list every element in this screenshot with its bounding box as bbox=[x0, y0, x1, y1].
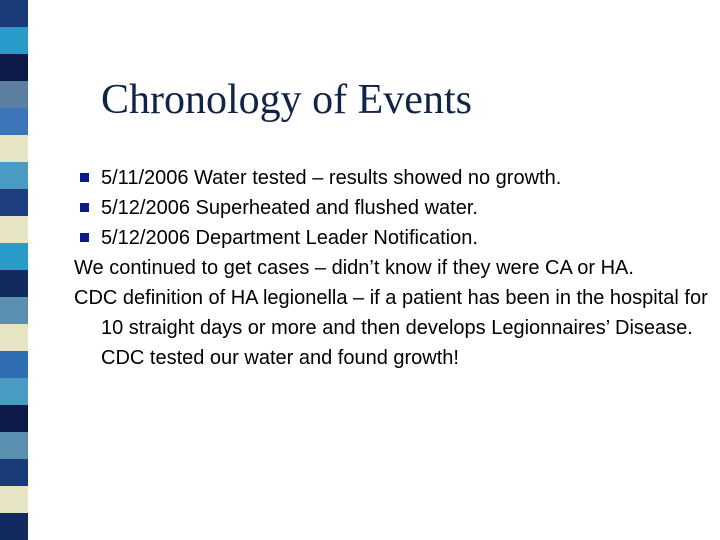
decorative-side-stripe bbox=[0, 0, 28, 540]
bullet-item bbox=[101, 223, 701, 253]
square-bullet-icon bbox=[80, 203, 89, 212]
bullet-text: 5/11/2006 Water tested – results showed no growth. bbox=[101, 167, 562, 189]
page-title: Chronology of Events bbox=[101, 77, 472, 123]
bullet-item bbox=[101, 193, 701, 223]
bullet-text: 5/12/2006 Department Leader Notification. bbox=[101, 227, 478, 249]
bullet-text: 5/12/2006 Superheated and flushed water. bbox=[101, 197, 478, 219]
bullet-item bbox=[101, 163, 701, 193]
body-paragraph: We continued to get cases – didn’t know if they were CA or HA. bbox=[74, 257, 634, 279]
square-bullet-icon bbox=[80, 173, 89, 182]
body-paragraph: CDC definition of HA legionella – if a patient has been in the hospital for 10 straight days or more and then develops Legionnaires’ Disease. CDC tested our water and found growth! bbox=[74, 287, 708, 369]
slide-body bbox=[74, 163, 708, 373]
square-bullet-icon bbox=[80, 233, 89, 242]
